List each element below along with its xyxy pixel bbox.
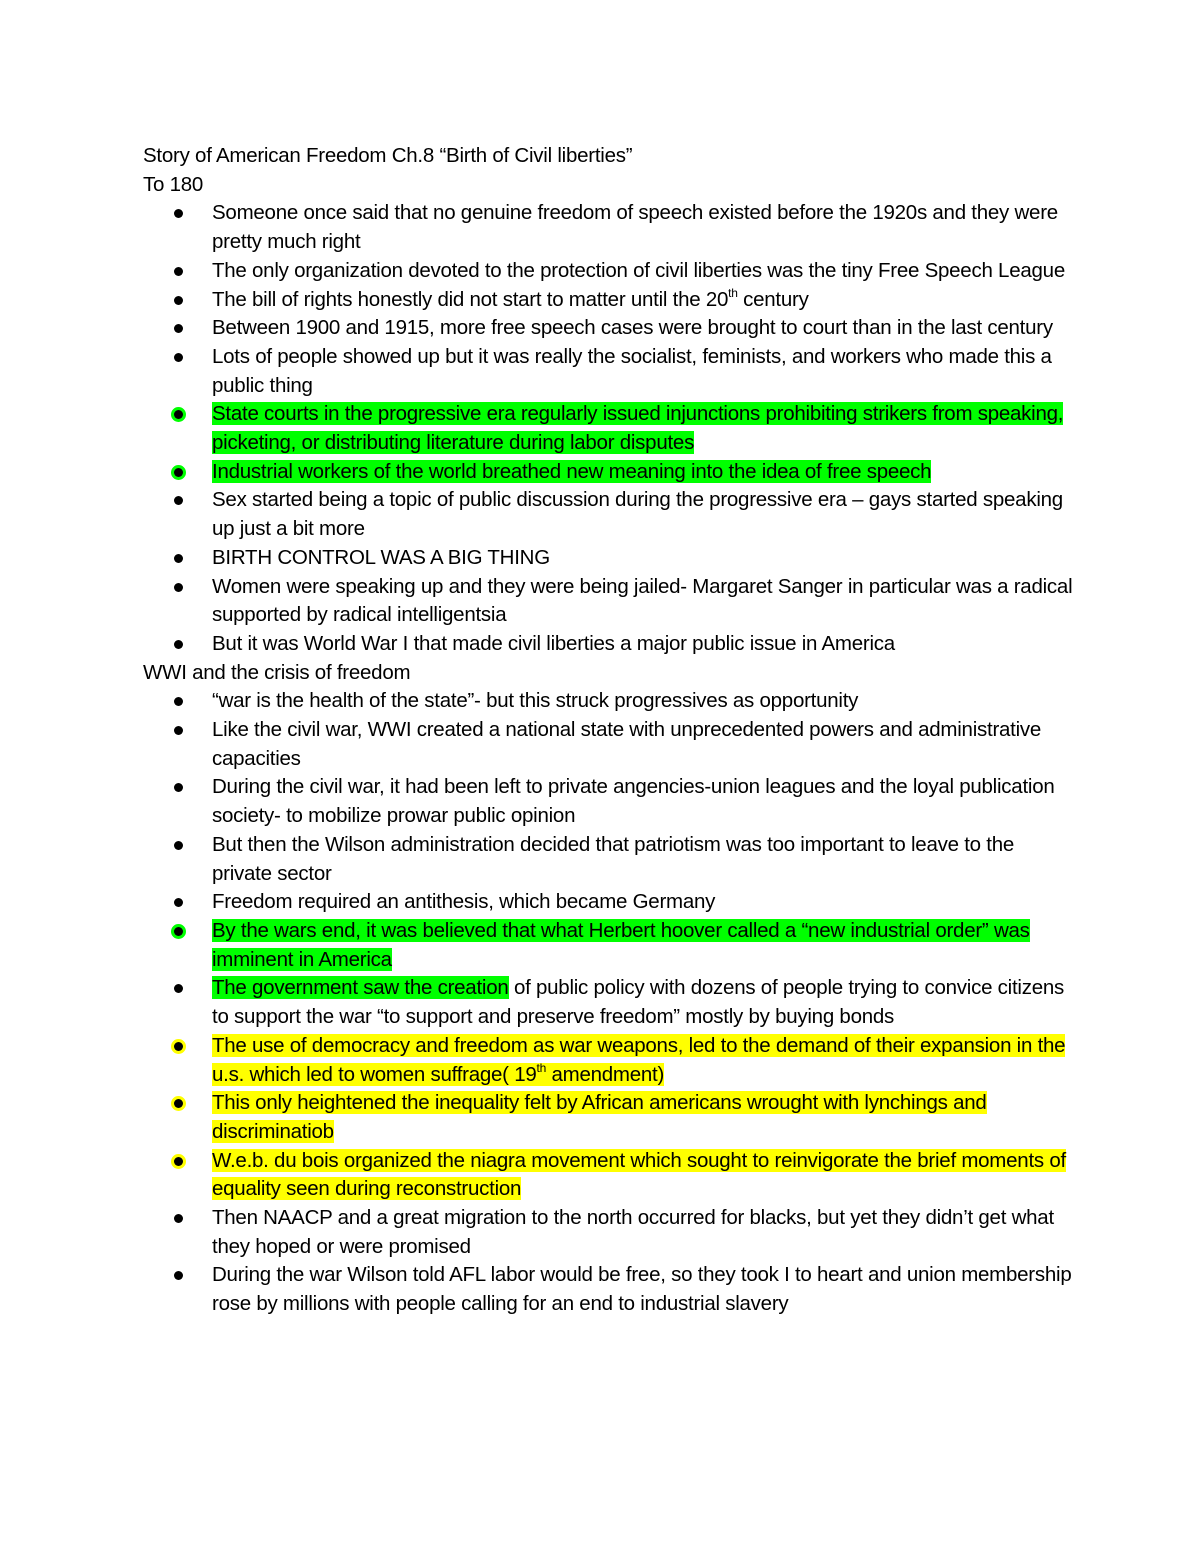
text-segment: BIRTH CONTROL WAS A BIG THING — [212, 545, 550, 569]
text-segment: Between 1900 and 1915, more free speech cases were brought to court than in the last century — [212, 316, 1053, 340]
bullet-text — [212, 259, 1065, 282]
bullet-item — [143, 486, 1073, 543]
bullet-item — [143, 974, 1073, 1031]
bullet-text — [212, 919, 1030, 971]
text-segment: “war is the health of the state”- but this struck progressives as opportunity — [212, 689, 859, 713]
bullet-item — [143, 831, 1073, 888]
bullet-item — [143, 888, 1073, 917]
bullet-dot-icon — [174, 927, 183, 936]
text-segment: This only heightened the inequality felt by African americans wrought with lynchings and discriminatiob — [212, 1091, 987, 1143]
bullet-dot-icon — [174, 353, 183, 362]
bullet-dot-icon — [174, 324, 183, 333]
superscript-text: th — [728, 285, 738, 300]
text-segment: But then the Wilson administration decided that patriotism was too important to leave to the private sector — [212, 832, 1014, 885]
text-segment: During the war Wilson told AFL labor would be free, so they took I to heart and union membership rose by millions with people calling for an end to industrial slavery — [212, 1263, 1072, 1316]
bullet-text — [212, 833, 1014, 885]
bullet-item — [143, 1147, 1073, 1204]
bullet-text — [212, 1149, 1066, 1201]
bullet-text — [212, 1091, 987, 1143]
text-segment: The use of democracy and freedom as war weapons, led to the demand of their expansion in the u.s. which led to women suffrage( 19 — [212, 1033, 1066, 1086]
bullet-text — [212, 1034, 1065, 1086]
bullet-text — [212, 488, 1063, 540]
bullet-item — [143, 458, 1073, 487]
text-segment: Sex started being a topic of public discussion during the progressive era – gays started speaking up just a bit more — [212, 488, 1063, 541]
bullet-item — [143, 573, 1073, 630]
text-segment: But it was World War I that made civil liberties a major public issue in America — [212, 631, 895, 655]
bullet-item — [143, 773, 1073, 830]
bullet-item — [143, 257, 1073, 286]
bullet-text — [212, 1206, 1054, 1258]
text-segment: Lots of people showed up but it was really the socialist, feminists, and workers who made this a public thing — [212, 344, 1052, 397]
bullet-item — [143, 687, 1073, 716]
bullet-list — [143, 199, 1073, 658]
bullet-text — [212, 316, 1053, 339]
text-segment: During the civil war, it had been left to private angencies-union leagues and the loyal publication society- to mobilize prowar public opinion — [212, 775, 1055, 828]
text-segment: Industrial workers of the world breathed new meaning into the idea of free speech — [212, 459, 932, 483]
bullet-dot-icon — [174, 468, 183, 477]
bullet-item — [143, 716, 1073, 773]
text-segment: The bill of rights honestly did not start to matter until the 20 — [212, 287, 729, 311]
bullet-item — [143, 1089, 1073, 1146]
text-segment: century — [737, 287, 809, 311]
text-segment: amendment) — [546, 1062, 665, 1086]
bullet-dot-icon — [174, 898, 183, 907]
bullet-item — [143, 1261, 1073, 1318]
bullet-dot-icon — [174, 1214, 183, 1223]
bullet-text — [212, 976, 1064, 1028]
bullet-item — [143, 286, 1073, 315]
bullet-text — [212, 201, 1058, 253]
bullet-dot-icon — [174, 726, 183, 735]
text-segment: The only organization devoted to the protection of civil liberties was the tiny Free Speech League — [212, 258, 1065, 282]
bullet-dot-icon — [174, 1271, 183, 1280]
bullet-item — [143, 314, 1073, 343]
text-segment: Then NAACP and a great migration to the north occurred for blacks, but yet they didn’t get what they hoped or were promised — [212, 1206, 1054, 1258]
document-title: Story of American Freedom Ch.8 “Birth of Civil liberties” — [143, 144, 633, 167]
bullet-text — [212, 546, 550, 569]
bullet-item — [143, 1032, 1073, 1089]
bullet-text — [212, 890, 715, 913]
bullet-dot-icon — [174, 1157, 183, 1166]
bullet-dot-icon — [174, 841, 183, 850]
bullet-text — [212, 632, 895, 655]
section-heading: WWI and the crisis of freedom — [143, 660, 411, 684]
bullet-item — [143, 544, 1073, 573]
text-segment: Someone once said that no genuine freedom of speech existed before the 1920s and they were pretty much right — [212, 201, 1058, 254]
text-segment: State courts in the progressive era regularly issued injunctions prohibiting strikers from speaking, picketing, or distributing literature during labor disputes — [212, 402, 1064, 455]
text-segment: The government saw the creation — [212, 976, 509, 1000]
text-segment: Freedom required an antithesis, which became Germany — [212, 890, 716, 914]
section-heading: To 180 — [143, 172, 204, 196]
bullet-dot-icon — [174, 1099, 183, 1108]
bullet-dot-icon — [174, 496, 183, 505]
bullet-dot-icon — [174, 410, 183, 419]
bullet-dot-icon — [174, 640, 183, 649]
bullet-text — [212, 1263, 1072, 1315]
document-sections — [143, 171, 1073, 1319]
bullet-dot-icon — [174, 1042, 183, 1051]
bullet-text — [212, 689, 858, 712]
superscript-text: th — [536, 1060, 547, 1075]
bullet-item — [143, 199, 1073, 256]
bullet-text — [212, 775, 1055, 827]
bullet-item — [143, 1204, 1073, 1261]
bullet-list — [143, 687, 1073, 1318]
bullet-dot-icon — [174, 984, 183, 993]
bullet-text — [212, 575, 1072, 627]
text-segment: of public policy with dozens of people trying to convice citizens to support the war “to support and preserve freedom” mostly by buying bonds — [212, 976, 1065, 1029]
bullet-dot-icon — [174, 554, 183, 563]
bullet-text — [212, 285, 809, 311]
bullet-text — [212, 345, 1052, 397]
text-segment: By the wars end, it was believed that what Herbert hoover called a “new industrial order” was imminent in America — [212, 918, 1030, 971]
bullet-dot-icon — [174, 209, 183, 218]
text-segment: Women were speaking up and they were being jailed- Margaret Sanger in particular was a radical supported by radical intelligentsia — [212, 574, 1073, 627]
bullet-dot-icon — [174, 783, 183, 792]
bullet-text — [212, 718, 1041, 770]
bullet-text — [212, 460, 931, 483]
bullet-text — [212, 402, 1063, 454]
bullet-dot-icon — [174, 267, 183, 276]
text-segment: Like the civil war, WWI created a national state with unprecedented powers and administrative capacities — [212, 718, 1042, 770]
bullet-dot-icon — [174, 296, 183, 305]
bullet-item — [143, 917, 1073, 974]
bullet-item — [143, 400, 1073, 457]
bullet-dot-icon — [174, 697, 183, 706]
document-body — [143, 142, 1073, 1319]
bullet-item — [143, 630, 1073, 659]
bullet-dot-icon — [174, 583, 183, 592]
bullet-item — [143, 343, 1073, 400]
text-segment: W.e.b. du bois organized the niagra movement which sought to reinvigorate the brief moments of equality seen during reconstruction — [212, 1148, 1066, 1201]
